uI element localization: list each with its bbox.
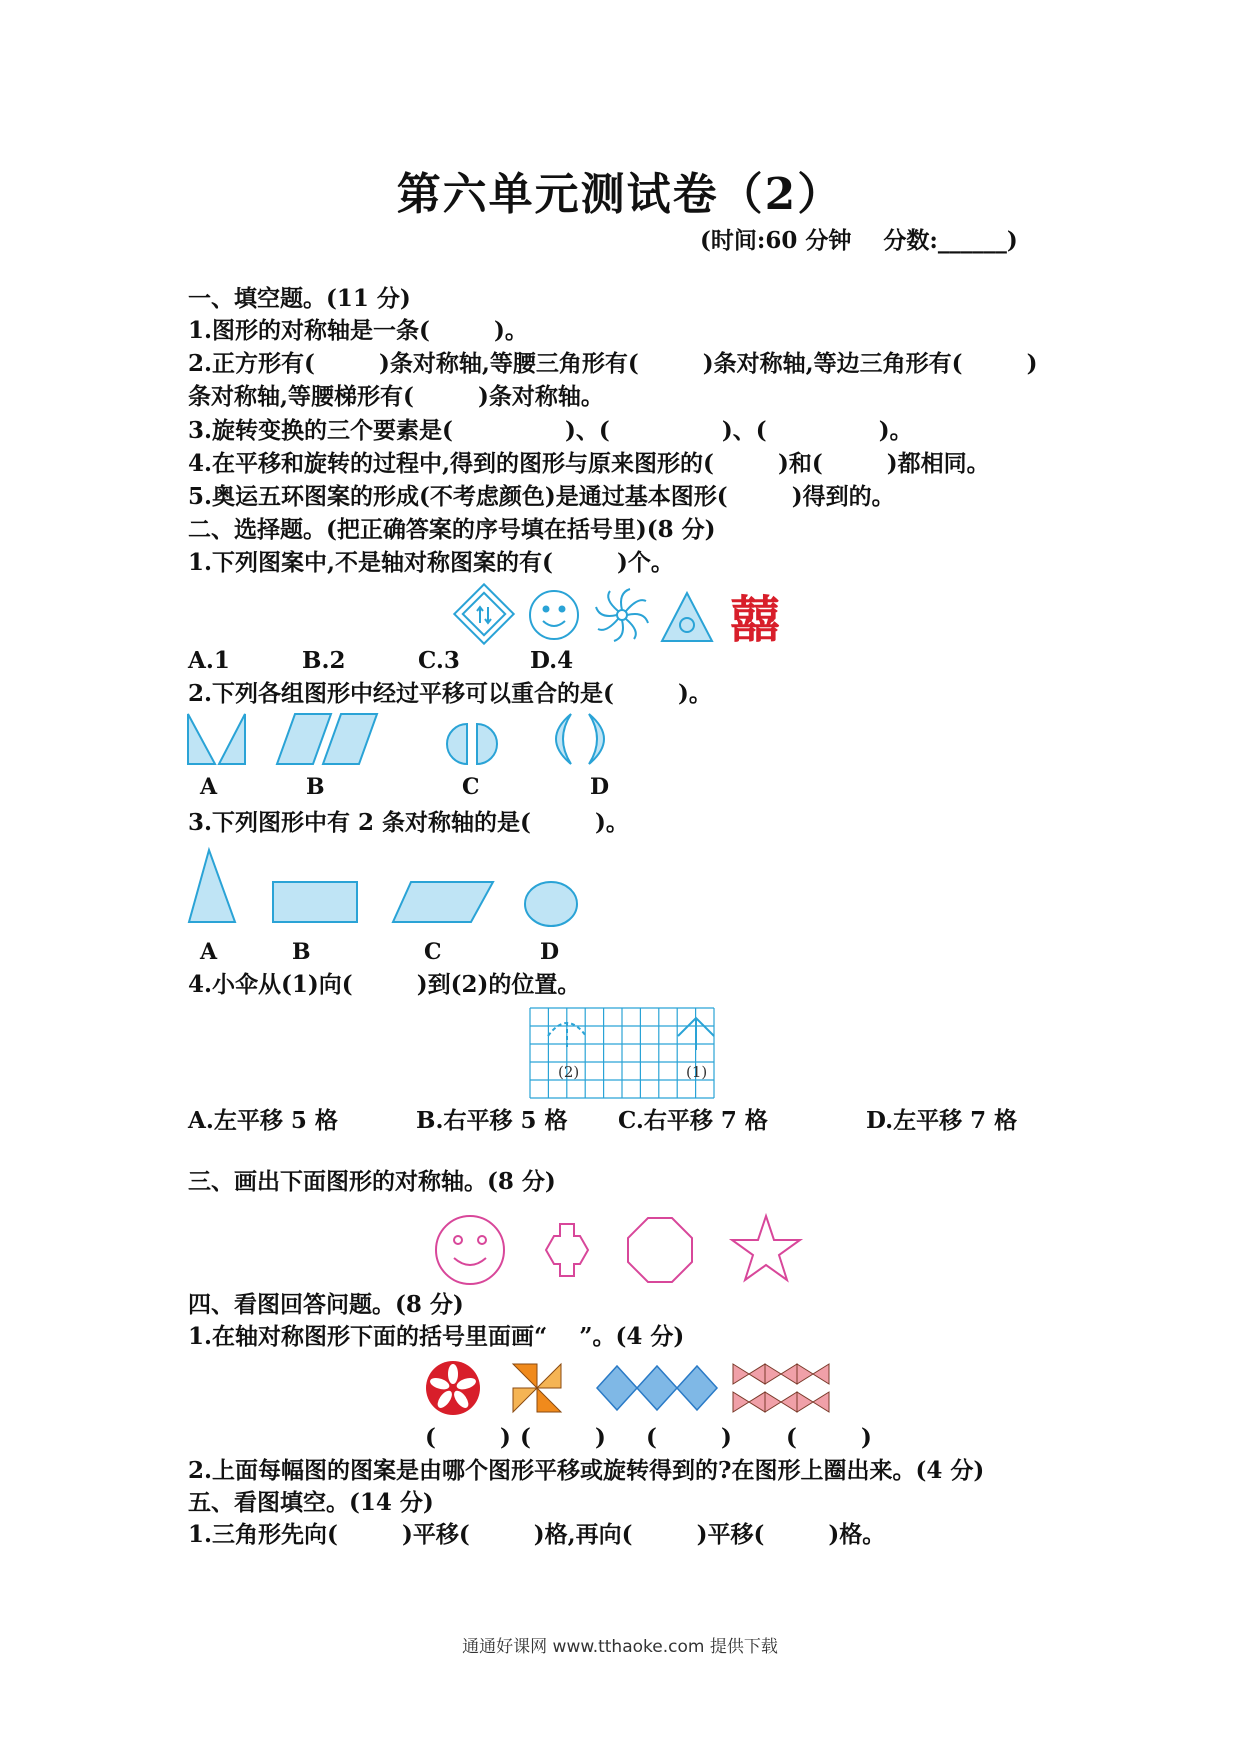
section-2-heading: 二、选择题。(把正确答案的序号填在括号里)(8 分)	[188, 516, 716, 543]
s1-question-1: 1.图形的对称轴是一条( )。	[188, 317, 528, 344]
cross-arrow-shape	[546, 1224, 588, 1276]
s2-q2-label-c: C	[462, 774, 480, 800]
smiley-face-pink	[436, 1216, 504, 1284]
s4-blank-3: ( )	[646, 1424, 732, 1451]
s1-question-2b: 条对称轴,等腰梯形有( )条对称轴。	[188, 383, 604, 410]
half-circles-pair-c	[447, 724, 497, 764]
smiley-face-figure	[530, 591, 578, 639]
blue-diamonds-figure	[597, 1366, 717, 1410]
s1-question-4: 4.在平移和旋转的过程中,得到的图形与原来图形的( )和( )都相同。	[188, 450, 990, 477]
bowtie-pattern-figure	[733, 1364, 829, 1412]
s2-q2-label-b: B	[306, 774, 325, 800]
section-5-heading: 五、看图填空。(14 分)	[188, 1489, 434, 1516]
section-1-heading: 一、填空题。(11 分)	[188, 285, 411, 312]
triangles-pair-a	[188, 714, 245, 764]
triangle-circle-figure	[662, 593, 712, 641]
s1-question-5: 5.奥运五环图案的形成(不考虑颜色)是通过基本图形( )得到的。	[188, 483, 895, 510]
s4-figures	[425, 1360, 825, 1420]
section-4-heading: 四、看图回答问题。(8 分)	[188, 1291, 464, 1318]
pinwheel-figure	[596, 589, 648, 641]
bauhinia-flag-figure	[426, 1361, 480, 1415]
diamond-arrows-figure	[454, 584, 513, 643]
s2-q4-option-b: B.右平移 5 格	[416, 1107, 568, 1134]
umbrella-grid	[530, 1008, 716, 1098]
grid-label-1: (1)	[686, 1063, 708, 1081]
s2-q3-label-d: D	[540, 939, 560, 965]
s1-question-3: 3.旋转变换的三个要素是( )、( )、( )。	[188, 417, 913, 444]
umbrella-solid-1	[678, 1018, 714, 1050]
s2-question-3: 3.下列图形中有 2 条对称轴的是( )。	[188, 809, 629, 836]
s2-q1-figures	[450, 585, 800, 655]
footer-source: 通通好课网 www.tthaoke.com 提供下载	[462, 1637, 778, 1657]
ellipse-d	[525, 882, 577, 926]
s2-q4-option-a: A.左平移 5 格	[188, 1107, 338, 1134]
section-3-heading: 三、画出下面图形的对称轴。(8 分)	[188, 1168, 556, 1195]
s1-question-2a: 2.正方形有( )条对称轴,等腰三角形有( )条对称轴,等边三角形有( )	[188, 350, 1038, 377]
s4-blank-4: ( )	[786, 1424, 872, 1451]
s2-q1-option-b: B.2	[302, 647, 346, 674]
s2-q1-option-c: C.3	[418, 647, 460, 674]
s2-question-2: 2.下列各组图形中经过平移可以重合的是( )。	[188, 680, 712, 707]
star-shape	[732, 1216, 800, 1280]
s3-figures	[430, 1212, 810, 1292]
s4-question-2: 2.上面每幅图的图案是由哪个图形平移或旋转得到的?在图形上圈出来。(4 分)	[188, 1457, 985, 1484]
s4-blank-1: ( )	[425, 1424, 511, 1451]
time-score-line: (时间:60 分钟 分数:______)	[700, 227, 1018, 254]
parallelogram-c	[393, 882, 493, 922]
s2-q2-figures	[185, 708, 645, 768]
crescents-pair-d	[556, 714, 604, 764]
s5-question-1: 1.三角形先向( )平移( )格,再向( )平移( )格。	[188, 1521, 886, 1548]
s2-q3-label-c: C	[424, 939, 442, 965]
s2-q4-option-c: C.右平移 7 格	[618, 1107, 768, 1134]
grid-label-2: (2)	[558, 1063, 580, 1081]
s4-blank-2: ( )	[520, 1424, 606, 1451]
s2-q1-option-a: A.1	[188, 647, 230, 674]
s4-question-1: 1.在轴对称图形下面的括号里面画“ ”。(4 分)	[188, 1323, 685, 1350]
s2-q3-label-b: B	[292, 939, 311, 965]
s2-q1-option-d: D.4	[530, 647, 574, 674]
page-title: 第六单元测试卷（2）	[396, 169, 844, 220]
isosceles-triangle-a	[189, 850, 235, 922]
parallelograms-pair-b	[277, 714, 377, 764]
s2-question-1: 1.下列图案中,不是轴对称图案的有( )个。	[188, 549, 674, 576]
s2-q3-figures	[185, 848, 605, 928]
rectangle-b	[273, 882, 357, 922]
s2-q2-label-d: D	[590, 774, 610, 800]
s2-q3-label-a: A	[200, 939, 218, 965]
s2-q4-option-d: D.左平移 7 格	[866, 1107, 1018, 1134]
s2-q2-label-a: A	[200, 774, 218, 800]
s2-question-4: 4.小伞从(1)向( )到(2)的位置。	[188, 971, 581, 998]
double-happiness-char: 囍	[730, 591, 780, 649]
windmill-figure	[513, 1364, 561, 1412]
octagon-shape	[628, 1218, 692, 1282]
